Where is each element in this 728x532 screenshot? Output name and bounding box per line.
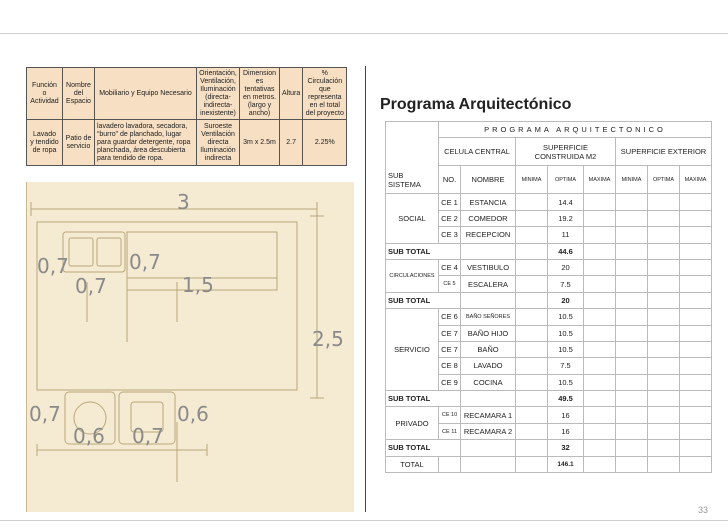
row-optima: 20 xyxy=(548,259,584,275)
subtotal-value: 20 xyxy=(548,292,584,308)
cell-orientacion: Suroeste Ventilación directa Iluminación indirecta xyxy=(197,120,240,166)
row-optima: 7.5 xyxy=(548,276,584,292)
dimension-label: 0,6 xyxy=(73,424,105,448)
header-circulacion: % Circulación que representa en el total del proyecto xyxy=(303,68,347,120)
total-value: 146.1 xyxy=(548,456,584,472)
row-optima: 10.5 xyxy=(548,309,584,325)
row-no: CE 5 xyxy=(439,276,461,292)
header-dimensiones: Dimension es tentativas en metros. (largo y ancho) xyxy=(240,68,280,120)
header-mobiliario: Mobiliario y Equipo Necesario xyxy=(95,68,197,120)
floor-plan-drawing xyxy=(26,182,354,512)
subtotal-label: SUB TOTAL xyxy=(386,243,461,259)
row-no: CE 1 xyxy=(439,194,461,210)
top-rule xyxy=(0,33,728,34)
subtotal-row xyxy=(386,440,712,456)
header-maxima: MAXIMA xyxy=(584,166,616,194)
row-optima: 16 xyxy=(548,407,584,423)
cell-mobiliario: lavadero lavadora, secadora, “burro” de planchado, lugar para guardar detergente, ropa planchada, área descubierta para tendido de ropa. xyxy=(95,120,197,166)
header-optima-ext: OPTIMA xyxy=(648,166,680,194)
cell-circulacion: 2.25% xyxy=(303,120,347,166)
subtotal-row xyxy=(386,292,712,308)
header-espacio: Nombre del Espacio xyxy=(63,68,95,120)
row-no: CE 4 xyxy=(439,259,461,275)
vertical-divider xyxy=(365,66,366,512)
row-optima: 10.5 xyxy=(548,325,584,341)
cell-funcion: Lavado y tendido de ropa xyxy=(27,120,63,166)
row-optima: 10.5 xyxy=(548,374,584,390)
row-nombre: LAVADO xyxy=(461,358,516,374)
subtotal-value: 44.6 xyxy=(548,243,584,259)
subtotal-label: SUB TOTAL xyxy=(386,440,461,456)
row-no: CE 3 xyxy=(439,227,461,243)
header-optima: OPTIMA xyxy=(548,166,584,194)
subtotal-value: 49.5 xyxy=(548,391,584,407)
header-superficie-construida: SUPERFICIE CONSTRUIDA M2 xyxy=(516,138,616,166)
row-no: CE 9 xyxy=(439,374,461,390)
row-no: CE 2 xyxy=(439,210,461,226)
table-row xyxy=(386,259,712,275)
row-optima: 11 xyxy=(548,227,584,243)
dimension-label: 0,7 xyxy=(29,402,61,426)
dimension-label: 3 xyxy=(177,190,190,214)
group-name: PRIVADO xyxy=(386,407,439,440)
dimension-label: 1,5 xyxy=(182,273,214,297)
row-optima: 14.4 xyxy=(548,194,584,210)
table-row xyxy=(27,120,347,166)
header-superficie-exterior: SUPERFICIE EXTERIOR xyxy=(616,138,712,166)
row-nombre: VESTIBULO xyxy=(461,259,516,275)
row-no: CE 7 xyxy=(439,325,461,341)
dimension-label: 0,6 xyxy=(177,402,209,426)
dimension-label: 0,7 xyxy=(129,250,161,274)
header-sub-sistema: SUB SISTEMA xyxy=(386,122,439,194)
architectural-program-table xyxy=(385,121,712,473)
group-name: SERVICIO xyxy=(386,309,439,391)
row-nombre: BAÑO xyxy=(461,341,516,357)
header-nombre: NOMBRE xyxy=(461,166,516,194)
header-maxima-ext: MAXIMA xyxy=(680,166,712,194)
row-optima: 16 xyxy=(548,423,584,439)
dimension-label: 0,7 xyxy=(37,254,69,278)
row-optima: 10.5 xyxy=(548,341,584,357)
cell-dimensiones: 3m x 2.5m xyxy=(240,120,280,166)
header-no: NO. xyxy=(439,166,461,194)
header-altura: Altura xyxy=(280,68,303,120)
table-row xyxy=(386,309,712,325)
total-label: TOTAL xyxy=(386,456,439,472)
total-row xyxy=(386,456,712,472)
floor-plan-lines xyxy=(27,182,354,512)
dimension-label: 0,7 xyxy=(132,424,164,448)
page-title: Programa Arquitectónico xyxy=(380,96,572,113)
row-nombre: RECEPCION xyxy=(461,227,516,243)
row-no: CE 6 xyxy=(439,309,461,325)
row-no: CE 11 xyxy=(439,423,461,439)
header-funcion: Función o Actividad xyxy=(27,68,63,120)
header-minima: MINIMA xyxy=(516,166,548,194)
row-optima: 19.2 xyxy=(548,210,584,226)
row-nombre: RECAMARA 2 xyxy=(461,423,516,439)
bottom-rule xyxy=(0,520,728,521)
table-row xyxy=(386,407,712,423)
row-optima: 7.5 xyxy=(548,358,584,374)
table-header-row xyxy=(386,122,712,138)
table-header-row xyxy=(27,68,347,120)
dimension-label: 2,5 xyxy=(312,327,344,351)
header-programa: PROGRAMA ARQUITECTONICO xyxy=(439,122,712,138)
subtotal-label: SUB TOTAL xyxy=(386,292,461,308)
row-nombre: RECAMARA 1 xyxy=(461,407,516,423)
row-nombre: BAÑO HIJO xyxy=(461,325,516,341)
dimension-label: 0,7 xyxy=(75,274,107,298)
row-nombre: COCINA xyxy=(461,374,516,390)
header-minima-ext: MINIMA xyxy=(616,166,648,194)
row-nombre: ESCALERA xyxy=(461,276,516,292)
group-name: SOCIAL xyxy=(386,194,439,243)
program-needs-table xyxy=(26,67,347,166)
row-nombre: BAÑO SEÑORES xyxy=(461,309,516,325)
subtotal-value: 32 xyxy=(548,440,584,456)
group-name: CIRCULACIONES xyxy=(386,259,439,292)
row-nombre: COMEDOR xyxy=(461,210,516,226)
page-number: 33 xyxy=(697,505,708,515)
row-no: CE 7 xyxy=(439,341,461,357)
subtotal-label: SUB TOTAL xyxy=(386,391,461,407)
row-nombre: ESTANCIA xyxy=(461,194,516,210)
row-no: CE 8 xyxy=(439,358,461,374)
subtotal-row xyxy=(386,243,712,259)
header-orientacion: Orientación, Ventilación, Iluminación (directa- indirecta- inexistente) xyxy=(197,68,240,120)
subtotal-row xyxy=(386,391,712,407)
row-no: CE 10 xyxy=(439,407,461,423)
table-row xyxy=(386,194,712,210)
header-celula-central: CELULA CENTRAL xyxy=(439,138,516,166)
cell-espacio: Patio de servicio xyxy=(63,120,95,166)
cell-altura: 2.7 xyxy=(280,120,303,166)
